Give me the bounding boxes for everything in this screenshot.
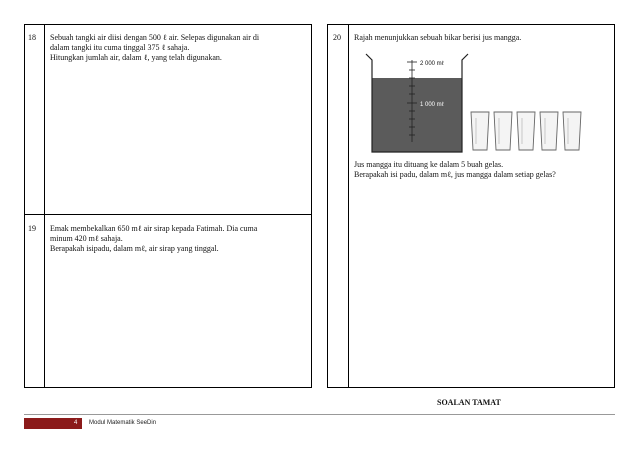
glass-1 [471, 112, 489, 150]
question-20-line-1: Jus mangga itu dituang ke dalam 5 buah gelas. [354, 160, 504, 169]
footer-title: Modul Matematik SeeDin [89, 420, 157, 426]
footer-rule [24, 414, 615, 415]
question-18-text [50, 33, 259, 63]
glasses [471, 112, 581, 150]
glass-3 [517, 112, 535, 150]
mango-juice-liquid [372, 78, 462, 152]
beaker-label-1000: 1 000 mℓ [420, 102, 444, 108]
question-19-line-2: minum 420 mℓ sahaja. [50, 234, 123, 243]
right-number-column-divider [348, 24, 349, 388]
left-table [24, 24, 312, 388]
question-19-line-1: Emak membekalkan 650 mℓ air sirap kepada Fatimah. Dia cuma [50, 224, 258, 233]
question-18-number: 18 [28, 33, 36, 42]
end-of-questions: SOALAN TAMAT [437, 398, 501, 407]
question-20-line-2: Berapakah isi padu, dalam mℓ, jus mangga dalam setiap gelas? [354, 170, 556, 179]
question-20-number: 20 [333, 33, 341, 42]
left-row-divider [24, 214, 312, 215]
glass-2 [494, 112, 512, 150]
left-number-column-divider [44, 24, 45, 388]
question-20-intro [354, 33, 521, 43]
beaker-label-2000: 2 000 mℓ [420, 61, 444, 67]
beaker-diagram [360, 46, 596, 156]
question-18-line-3: Hitungkan jumlah air, dalam ℓ, yang telah digunakan. [50, 53, 222, 62]
glass-4 [540, 112, 558, 150]
question-20-intro-line: Rajah menunjukkan sebuah bikar berisi jus mangga. [354, 33, 522, 42]
question-19-text [50, 224, 257, 254]
footer-page-number: 4 [74, 420, 78, 426]
glass-5 [563, 112, 581, 150]
question-20-text [354, 160, 556, 180]
question-19-number: 19 [28, 224, 36, 233]
question-18-line-1: Sebuah tangki air diisi dengan 500 ℓ air. Selepas digunakan air di [50, 33, 260, 42]
question-19-line-3: Berapakah isipadu, dalam mℓ, air sirap yang tinggal. [50, 244, 219, 253]
question-18-line-2: dalam tangki itu cuma tinggal 375 ℓ sahaja. [50, 43, 190, 52]
